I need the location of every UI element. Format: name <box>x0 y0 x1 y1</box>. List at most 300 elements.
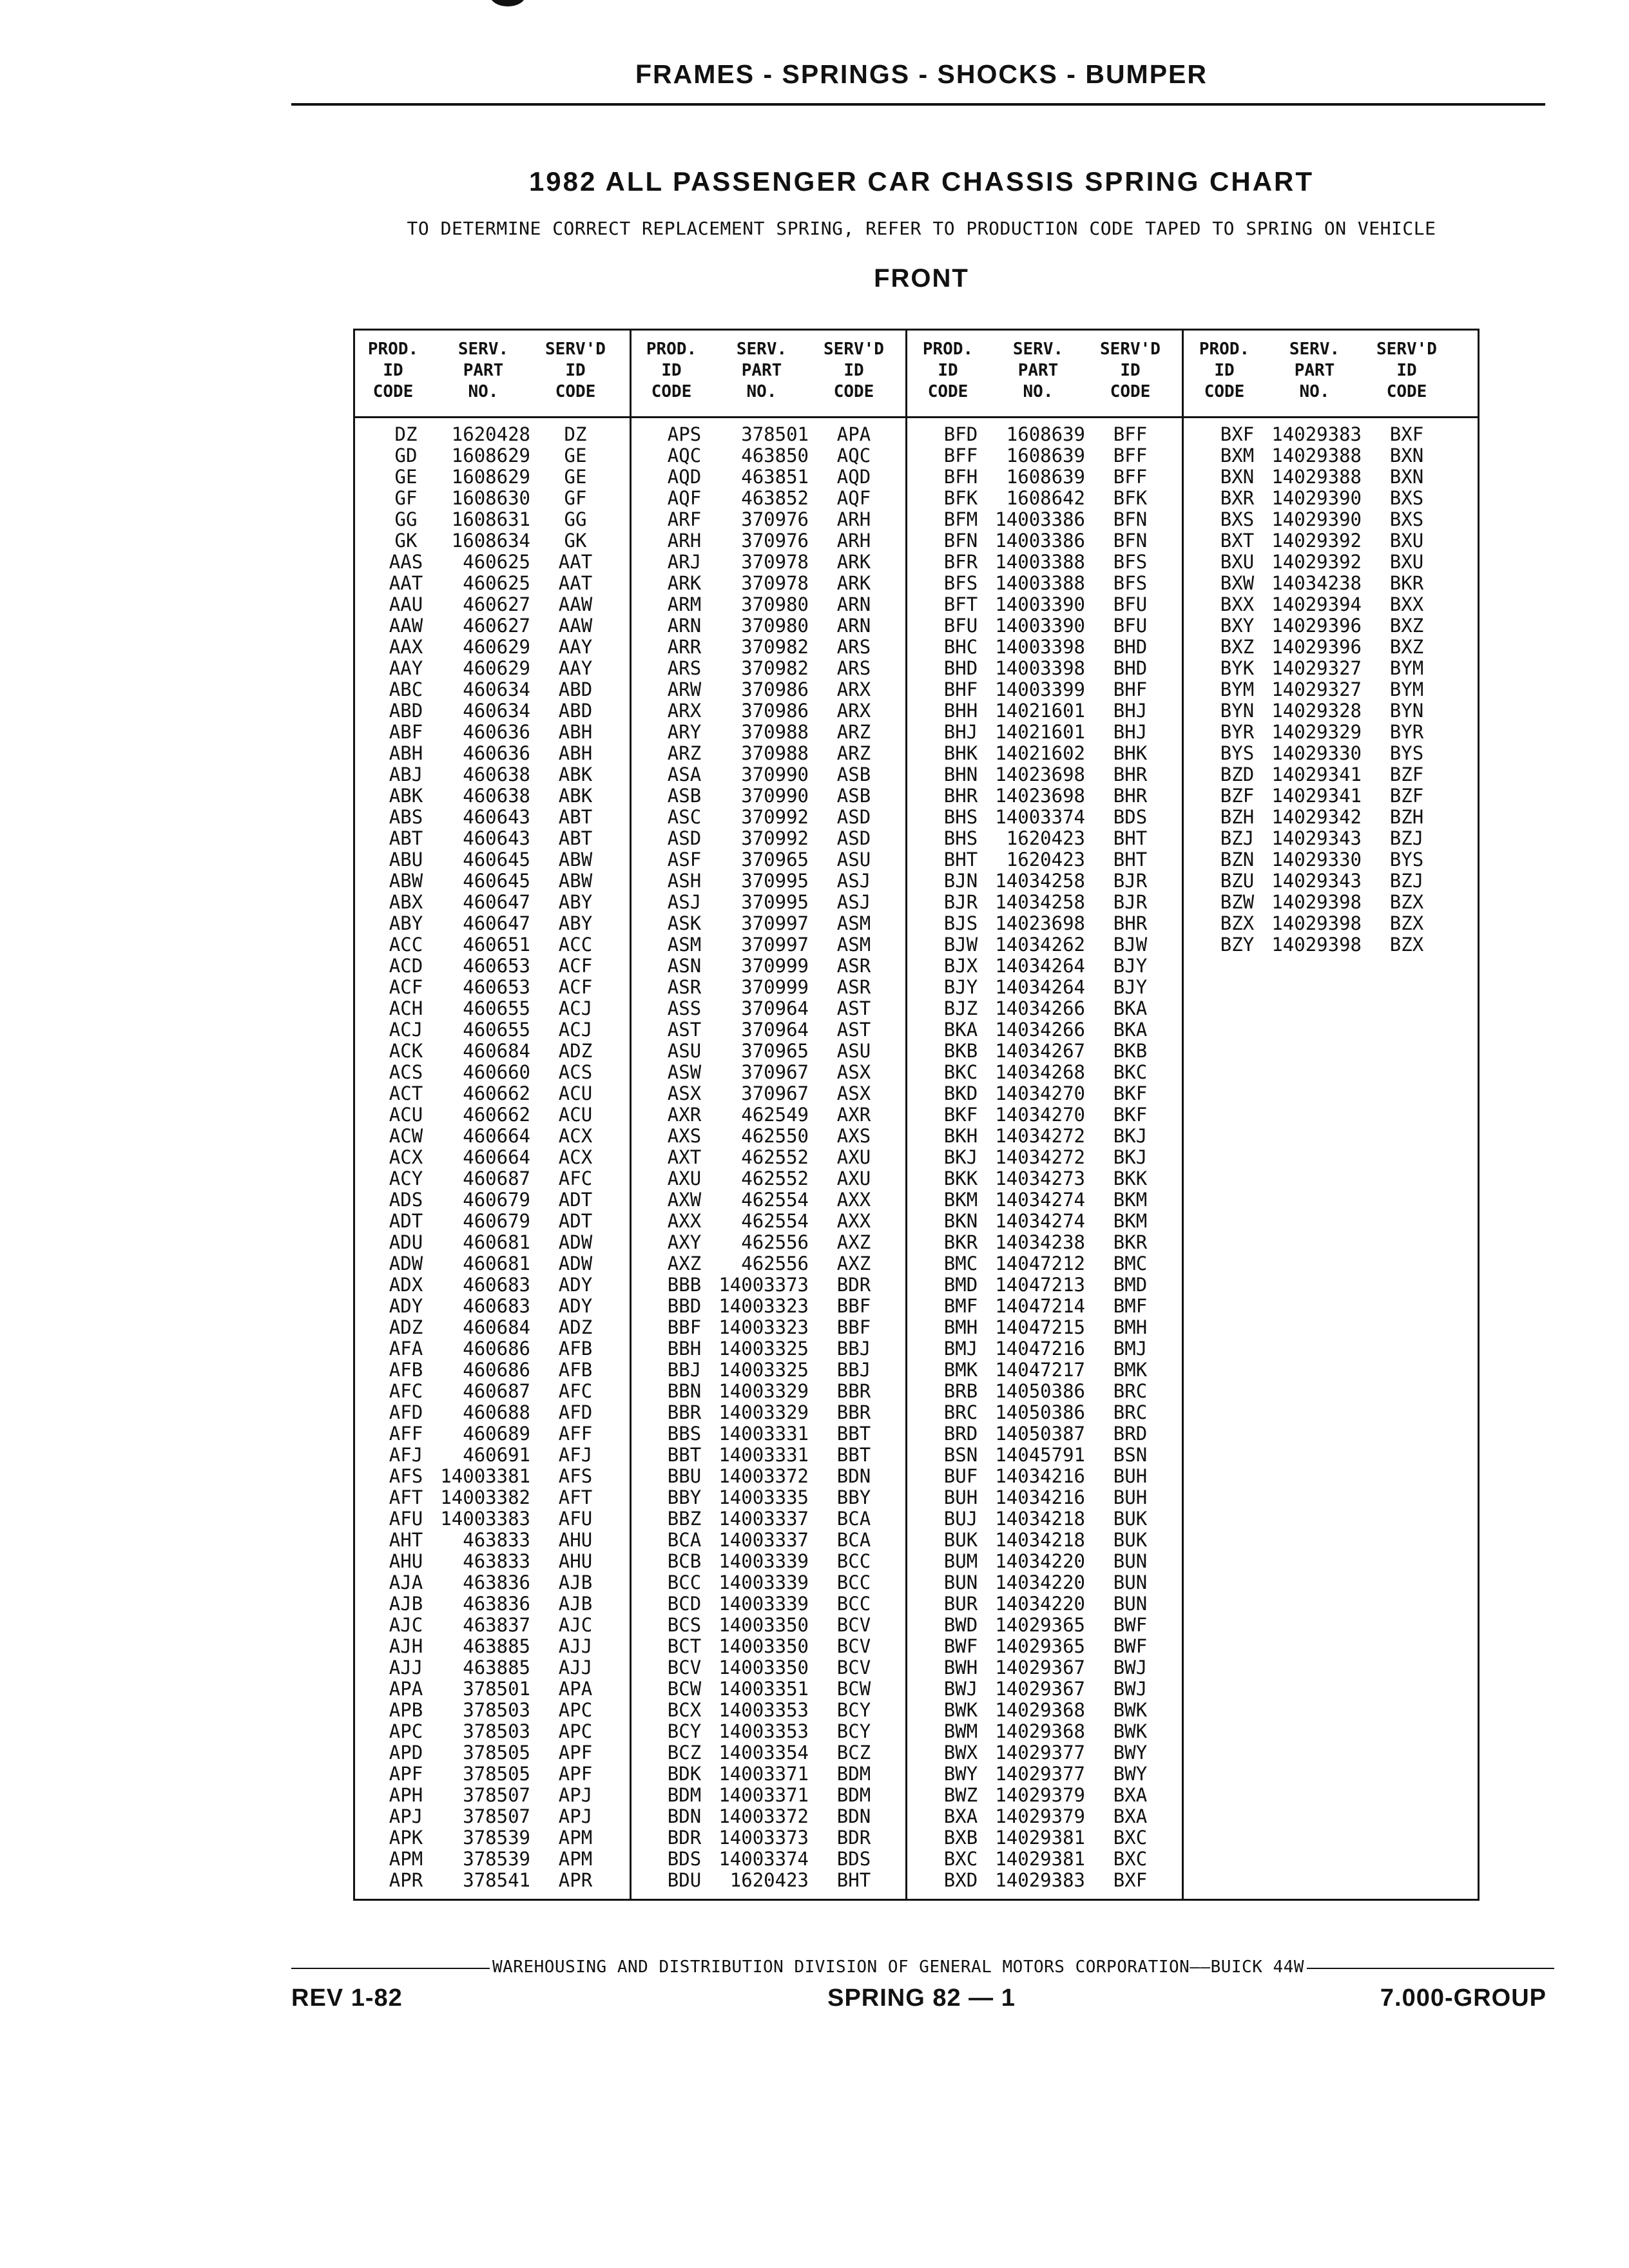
servd-id-code-cell: BHJ <box>1113 721 1148 743</box>
serv-part-no-cell: 14029367 <box>995 1657 1085 1678</box>
table-row <box>353 700 630 722</box>
prod-id-code-cell: BXR <box>1220 487 1255 509</box>
serv-part-no-cell: 1608639 <box>1006 423 1085 445</box>
prod-id-code-cell: ASX <box>667 1082 702 1104</box>
serv-part-no-cell: 1608642 <box>1006 487 1085 509</box>
prod-id-code-cell: AJC <box>389 1614 423 1636</box>
servd-id-code-cell: BJY <box>1113 955 1148 977</box>
column-header-serv-part-no: SERV. PART NO. <box>458 340 509 401</box>
servd-id-code-cell: AAT <box>558 572 593 594</box>
table-row <box>1184 934 1461 956</box>
prod-id-code-cell: ARH <box>667 530 702 552</box>
prod-id-code-cell: BHS <box>943 827 978 849</box>
servd-id-code-cell: ACC <box>558 934 593 956</box>
table-row <box>631 1402 908 1423</box>
prod-id-code-cell: ASR <box>667 976 702 998</box>
serv-part-no-cell: 460651 <box>463 934 530 956</box>
table-row <box>908 956 1184 977</box>
serv-part-no-cell: 14003383 <box>440 1508 530 1530</box>
column-header-prod-id-code: PROD. ID CODE <box>922 340 974 401</box>
table-row <box>908 445 1184 466</box>
servd-id-code-cell: BJR <box>1113 891 1148 913</box>
serv-part-no-cell: 14021602 <box>995 742 1085 764</box>
serv-part-no-cell: 14029396 <box>1271 636 1362 658</box>
servd-id-code-cell: ARN <box>836 593 871 615</box>
servd-id-code-cell: BCC <box>836 1593 871 1615</box>
prod-id-code-cell: BFF <box>943 445 978 466</box>
prod-id-code-cell: BDK <box>667 1763 702 1785</box>
serv-part-no-cell: 14029392 <box>1271 551 1362 573</box>
serv-part-no-cell: 14003398 <box>995 657 1085 679</box>
servd-id-code-cell: BXN <box>1389 466 1424 488</box>
serv-part-no-cell: 460625 <box>463 551 530 573</box>
table-row <box>353 1062 630 1083</box>
serv-part-no-cell: 14029383 <box>995 1869 1085 1891</box>
table-row <box>908 530 1184 552</box>
servd-id-code-cell: BMC <box>1113 1253 1148 1274</box>
table-row <box>908 1423 1184 1445</box>
prod-id-code-cell: APK <box>389 1827 423 1849</box>
prod-id-code-cell: AAY <box>389 657 423 679</box>
servd-id-code-cell: BZX <box>1389 891 1424 913</box>
servd-id-code-cell: BDM <box>836 1763 871 1785</box>
servd-id-code-cell: AAY <box>558 636 593 658</box>
servd-id-code-cell: ARH <box>836 530 871 552</box>
table-row <box>353 1360 630 1381</box>
table-row <box>908 1041 1184 1062</box>
servd-id-code-cell: AAW <box>558 593 593 615</box>
prod-id-code-cell: BXU <box>1220 551 1255 573</box>
table-row <box>631 807 908 828</box>
table-row <box>908 870 1184 892</box>
servd-id-code-cell: AAW <box>558 615 593 637</box>
serv-part-no-cell: 14029330 <box>1271 849 1362 870</box>
servd-id-code-cell: BYN <box>1389 700 1424 722</box>
servd-id-code-cell: BWF <box>1113 1614 1148 1636</box>
serv-part-no-cell: 378505 <box>463 1763 530 1785</box>
prod-id-code-cell: BKD <box>943 1082 978 1104</box>
prod-id-code-cell: ABX <box>389 891 423 913</box>
prod-id-code-cell: AFD <box>389 1401 423 1423</box>
table-row <box>353 1466 630 1487</box>
table-row <box>353 764 630 785</box>
servd-id-code-cell: AXX <box>836 1189 871 1211</box>
table-row <box>631 828 908 849</box>
serv-part-no-cell: 460653 <box>463 955 530 977</box>
servd-id-code-cell: BJY <box>1113 976 1148 998</box>
prod-id-code-cell: ASW <box>667 1061 702 1083</box>
servd-id-code-cell: APM <box>558 1827 593 1849</box>
table-row <box>631 764 908 785</box>
servd-id-code-cell: BUK <box>1113 1529 1148 1551</box>
prod-id-code-cell: BKB <box>943 1040 978 1062</box>
table-row <box>908 1593 1184 1615</box>
servd-id-code-cell: AXU <box>836 1168 871 1189</box>
serv-part-no-cell: 378503 <box>463 1699 530 1721</box>
serv-part-no-cell: 14029329 <box>1271 721 1362 743</box>
column-header-serv-part-no: SERV. PART NO. <box>1289 340 1340 401</box>
serv-part-no-cell: 14029343 <box>1271 827 1362 849</box>
prod-id-code-cell: BKN <box>943 1210 978 1232</box>
serv-part-no-cell: 14034272 <box>995 1146 1085 1168</box>
table-row <box>908 466 1184 488</box>
prod-id-code-cell: BWJ <box>943 1678 978 1700</box>
column-header-servd-id-code: SERV'D ID CODE <box>545 340 606 401</box>
table-row <box>631 1232 908 1253</box>
prod-id-code-cell: BBS <box>667 1423 702 1445</box>
prod-id-code-cell: AFU <box>389 1508 423 1530</box>
servd-id-code-cell: BFN <box>1113 530 1148 552</box>
prod-id-code-cell: ARF <box>667 508 702 530</box>
table-row <box>353 679 630 700</box>
prod-id-code-cell: BBZ <box>667 1508 702 1530</box>
table-row <box>908 700 1184 722</box>
table-row <box>908 1445 1184 1466</box>
table-row <box>353 637 630 658</box>
serv-part-no-cell: 14003350 <box>718 1614 809 1636</box>
prod-id-code-cell: GE <box>394 466 418 488</box>
table-row <box>1184 637 1461 658</box>
table-row <box>631 1827 908 1849</box>
servd-id-code-cell: GG <box>564 508 587 530</box>
table-row <box>353 509 630 530</box>
prod-id-code-cell: BHC <box>943 636 978 658</box>
prod-id-code-cell: ASM <box>667 934 702 956</box>
prod-id-code-cell: ACX <box>389 1146 423 1168</box>
prod-id-code-cell: ASH <box>667 870 702 892</box>
servd-id-code-cell: BFK <box>1113 487 1148 509</box>
serv-part-no-cell: 14003399 <box>995 678 1085 700</box>
servd-id-code-cell: DZ <box>564 423 587 445</box>
table-row <box>908 658 1184 679</box>
serv-part-no-cell: 460686 <box>463 1359 530 1381</box>
servd-id-code-cell: ARS <box>836 657 871 679</box>
table-row <box>353 1870 630 1891</box>
serv-part-no-cell: 14034270 <box>995 1104 1085 1126</box>
prod-id-code-cell: BXW <box>1220 572 1255 594</box>
table-row <box>908 1763 1184 1785</box>
column-header-prod-id-code: PROD. ID CODE <box>646 340 697 401</box>
serv-part-no-cell: 14029365 <box>995 1635 1085 1657</box>
serv-part-no-cell: 370965 <box>741 1040 809 1062</box>
table-row <box>353 424 630 445</box>
prod-id-code-cell: BKR <box>943 1231 978 1253</box>
servd-id-code-cell: BKR <box>1113 1231 1148 1253</box>
servd-id-code-cell: BKB <box>1113 1040 1148 1062</box>
table-row <box>908 1827 1184 1849</box>
prod-id-code-cell: BZW <box>1220 891 1255 913</box>
servd-id-code-cell: BFS <box>1113 572 1148 594</box>
prod-id-code-cell: ASC <box>667 806 702 828</box>
prod-id-code-cell: AFS <box>389 1465 423 1487</box>
servd-id-code-cell: APC <box>558 1699 593 1721</box>
prod-id-code-cell: BXC <box>943 1848 978 1870</box>
prod-id-code-cell: BXA <box>943 1805 978 1827</box>
prod-id-code-cell: BUN <box>943 1571 978 1593</box>
servd-id-code-cell: AFD <box>558 1401 593 1423</box>
servd-id-code-cell: BDS <box>1113 806 1148 828</box>
serv-part-no-cell: 14034220 <box>995 1593 1085 1615</box>
prod-id-code-cell: BXM <box>1220 445 1255 466</box>
table-row <box>353 1657 630 1678</box>
servd-id-code-cell: BMJ <box>1113 1338 1148 1360</box>
servd-id-code-cell: ASR <box>836 955 871 977</box>
servd-id-code-cell: BHJ <box>1113 700 1148 722</box>
prod-id-code-cell: ASU <box>667 1040 702 1062</box>
serv-part-no-cell: 14003329 <box>718 1401 809 1423</box>
prod-id-code-cell: BFD <box>943 423 978 445</box>
servd-id-code-cell: AJB <box>558 1593 593 1615</box>
table-row <box>908 1274 1184 1296</box>
servd-id-code-cell: ASB <box>836 764 871 785</box>
prod-id-code-cell: BCC <box>667 1571 702 1593</box>
serv-part-no-cell: 460683 <box>463 1295 530 1317</box>
table-row <box>353 1296 630 1317</box>
table-row <box>908 1530 1184 1551</box>
prod-id-code-cell: AXR <box>667 1104 702 1126</box>
prod-id-code-cell: BWX <box>943 1742 978 1763</box>
serv-part-no-cell: 14034272 <box>995 1125 1085 1147</box>
table-row <box>908 1508 1184 1530</box>
serv-part-no-cell: 1608630 <box>451 487 530 509</box>
servd-id-code-cell: BKJ <box>1113 1146 1148 1168</box>
serv-part-no-cell: 14003354 <box>718 1742 809 1763</box>
serv-part-no-cell: 14003388 <box>995 572 1085 594</box>
serv-part-no-cell: 460686 <box>463 1338 530 1360</box>
prod-id-code-cell: BRD <box>943 1423 978 1445</box>
table-row <box>631 1508 908 1530</box>
prod-id-code-cell: BBJ <box>667 1359 702 1381</box>
table-row <box>631 445 908 466</box>
serv-part-no-cell: 14029381 <box>995 1827 1085 1849</box>
servd-id-code-cell: ARZ <box>836 721 871 743</box>
prod-id-code-cell: APF <box>389 1763 423 1785</box>
table-row <box>353 1232 630 1253</box>
table-row <box>631 1168 908 1189</box>
prod-id-code-cell: BJN <box>943 870 978 892</box>
serv-part-no-cell: 460634 <box>463 700 530 722</box>
table-row <box>353 1147 630 1168</box>
serv-part-no-cell: 370967 <box>741 1061 809 1083</box>
prod-id-code-cell: ARW <box>667 678 702 700</box>
table-row <box>908 509 1184 530</box>
servd-id-code-cell: BXZ <box>1389 615 1424 637</box>
servd-id-code-cell: BUH <box>1113 1486 1148 1508</box>
servd-id-code-cell: BWF <box>1113 1635 1148 1657</box>
table-row <box>908 1806 1184 1827</box>
servd-id-code-cell: AAY <box>558 657 593 679</box>
serv-part-no-cell: 14003388 <box>995 551 1085 573</box>
serv-part-no-cell: 14029390 <box>1271 487 1362 509</box>
prod-id-code-cell: BWZ <box>943 1784 978 1806</box>
prod-id-code-cell: BUH <box>943 1486 978 1508</box>
table-row <box>631 509 908 530</box>
servd-id-code-cell: BJW <box>1113 934 1148 956</box>
table-row <box>1184 552 1461 573</box>
serv-part-no-cell: 1608631 <box>451 508 530 530</box>
table-row <box>631 1466 908 1487</box>
servd-id-code-cell: BXX <box>1389 593 1424 615</box>
servd-id-code-cell: BZJ <box>1389 827 1424 849</box>
table-row <box>353 1721 630 1742</box>
table-row <box>353 1827 630 1849</box>
servd-id-code-cell: BCY <box>836 1699 871 1721</box>
table-row <box>353 1636 630 1657</box>
table-row <box>631 934 908 956</box>
prod-id-code-cell: ABY <box>389 912 423 934</box>
prod-id-code-cell: APD <box>389 1742 423 1763</box>
serv-part-no-cell: 14029379 <box>995 1784 1085 1806</box>
serv-part-no-cell: 14034264 <box>995 976 1085 998</box>
servd-id-code-cell: BYM <box>1389 657 1424 679</box>
page-number: SPRING 82 — 1 <box>827 1984 1016 2012</box>
servd-id-code-cell: BHR <box>1113 912 1148 934</box>
servd-id-code-cell: ABD <box>558 678 593 700</box>
servd-id-code-cell: BBF <box>836 1316 871 1338</box>
serv-part-no-cell: 14003374 <box>718 1848 809 1870</box>
table-row <box>631 1189 908 1211</box>
table-row <box>353 1338 630 1360</box>
table-row <box>908 764 1184 785</box>
table-row <box>1184 892 1461 913</box>
table-row <box>1184 466 1461 488</box>
prod-id-code-cell: BZN <box>1220 849 1255 870</box>
servd-id-code-cell: BKR <box>1389 572 1424 594</box>
prod-id-code-cell: BCZ <box>667 1742 702 1763</box>
table-row <box>908 1849 1184 1870</box>
table-row <box>631 1360 908 1381</box>
serv-part-no-cell: 460662 <box>463 1082 530 1104</box>
table-row <box>353 1785 630 1806</box>
prod-id-code-cell: ADU <box>389 1231 423 1253</box>
servd-id-code-cell: AFT <box>558 1486 593 1508</box>
prod-id-code-cell: BZU <box>1220 870 1255 892</box>
servd-id-code-cell: ADZ <box>558 1040 593 1062</box>
prod-id-code-cell: ARK <box>667 572 702 594</box>
prod-id-code-cell: ACD <box>389 955 423 977</box>
table-row <box>908 1147 1184 1168</box>
serv-part-no-cell: 370978 <box>741 572 809 594</box>
servd-id-code-cell: APJ <box>558 1784 593 1806</box>
serv-part-no-cell: 14003353 <box>718 1720 809 1742</box>
prod-id-code-cell: BJS <box>943 912 978 934</box>
table-row <box>1184 764 1461 785</box>
serv-part-no-cell: 460691 <box>463 1444 530 1466</box>
serv-part-no-cell: 14003371 <box>718 1763 809 1785</box>
servd-id-code-cell: BCW <box>836 1678 871 1700</box>
table-row <box>353 1019 630 1041</box>
serv-part-no-cell: 370999 <box>741 976 809 998</box>
table-row <box>353 1487 630 1508</box>
servd-id-code-cell: ASX <box>836 1061 871 1083</box>
prod-id-code-cell: BMF <box>943 1295 978 1317</box>
table-row <box>1184 743 1461 764</box>
prod-id-code-cell: ASA <box>667 764 702 785</box>
servd-id-code-cell: BWK <box>1113 1720 1148 1742</box>
prod-id-code-cell: ADX <box>389 1274 423 1296</box>
servd-id-code-cell: GF <box>564 487 587 509</box>
table-row <box>1184 488 1461 509</box>
prod-id-code-cell: ASS <box>667 997 702 1019</box>
serv-part-no-cell: 460645 <box>463 849 530 870</box>
serv-part-no-cell: 14034268 <box>995 1061 1085 1083</box>
servd-id-code-cell: ABW <box>558 849 593 870</box>
serv-part-no-cell: 14029367 <box>995 1678 1085 1700</box>
prod-id-code-cell: ARY <box>667 721 702 743</box>
table-row <box>908 934 1184 956</box>
prod-id-code-cell: ABF <box>389 721 423 743</box>
serv-part-no-cell: 1608629 <box>451 466 530 488</box>
scan-ink-blot <box>490 0 526 6</box>
servd-id-code-cell: BSN <box>1113 1444 1148 1466</box>
servd-id-code-cell: BDR <box>836 1827 871 1849</box>
servd-id-code-cell: BKM <box>1113 1189 1148 1211</box>
prod-id-code-cell: BYM <box>1220 678 1255 700</box>
prod-id-code-cell: BBY <box>667 1486 702 1508</box>
servd-id-code-cell: GE <box>564 445 587 466</box>
servd-id-code-cell: BZX <box>1389 934 1424 956</box>
column-group-header <box>1184 339 1461 410</box>
servd-id-code-cell: BFS <box>1113 551 1148 573</box>
prod-id-code-cell: BBH <box>667 1338 702 1360</box>
serv-part-no-cell: 14029398 <box>1271 912 1362 934</box>
serv-part-no-cell: 370976 <box>741 508 809 530</box>
servd-id-code-cell: AFJ <box>558 1444 593 1466</box>
prod-id-code-cell: APS <box>667 423 702 445</box>
servd-id-code-cell: BUH <box>1113 1465 1148 1487</box>
table-row <box>353 488 630 509</box>
serv-part-no-cell: 14034218 <box>995 1529 1085 1551</box>
serv-part-no-cell: 14029379 <box>995 1805 1085 1827</box>
revision-label: REV 1-82 <box>291 1984 403 2012</box>
prod-id-code-cell: BCS <box>667 1614 702 1636</box>
prod-id-code-cell: AQC <box>667 445 702 466</box>
serv-part-no-cell: 14003339 <box>718 1593 809 1615</box>
prod-id-code-cell: BKM <box>943 1189 978 1211</box>
prod-id-code-cell: AXU <box>667 1168 702 1189</box>
serv-part-no-cell: 14034266 <box>995 1019 1085 1041</box>
prod-id-code-cell: BJX <box>943 955 978 977</box>
table-row <box>631 1062 908 1083</box>
spring-chart-table <box>353 329 1480 1901</box>
table-row <box>908 1189 1184 1211</box>
servd-id-code-cell: AST <box>836 997 871 1019</box>
position-label: FRONT <box>874 264 969 293</box>
serv-part-no-cell: 378505 <box>463 1742 530 1763</box>
serv-part-no-cell: 14003386 <box>995 530 1085 552</box>
serv-part-no-cell: 370997 <box>741 934 809 956</box>
serv-part-no-cell: 14029368 <box>995 1699 1085 1721</box>
serv-part-no-cell: 378507 <box>463 1805 530 1827</box>
prod-id-code-cell: BYR <box>1220 721 1255 743</box>
servd-id-code-cell: ASM <box>836 934 871 956</box>
serv-part-no-cell: 14047213 <box>995 1274 1085 1296</box>
serv-part-no-cell: 370965 <box>741 849 809 870</box>
servd-id-code-cell: BXC <box>1113 1848 1148 1870</box>
servd-id-code-cell: BBR <box>836 1401 871 1423</box>
serv-part-no-cell: 14023698 <box>995 785 1085 807</box>
table-row <box>908 637 1184 658</box>
table-row <box>631 552 908 573</box>
prod-id-code-cell: ACF <box>389 976 423 998</box>
prod-id-code-cell: BXB <box>943 1827 978 1849</box>
table-row <box>631 722 908 743</box>
serv-part-no-cell: 463885 <box>463 1635 530 1657</box>
serv-part-no-cell: 14003323 <box>718 1316 809 1338</box>
serv-part-no-cell: 14003339 <box>718 1571 809 1593</box>
table-row <box>908 573 1184 594</box>
servd-id-code-cell: BZF <box>1389 764 1424 785</box>
